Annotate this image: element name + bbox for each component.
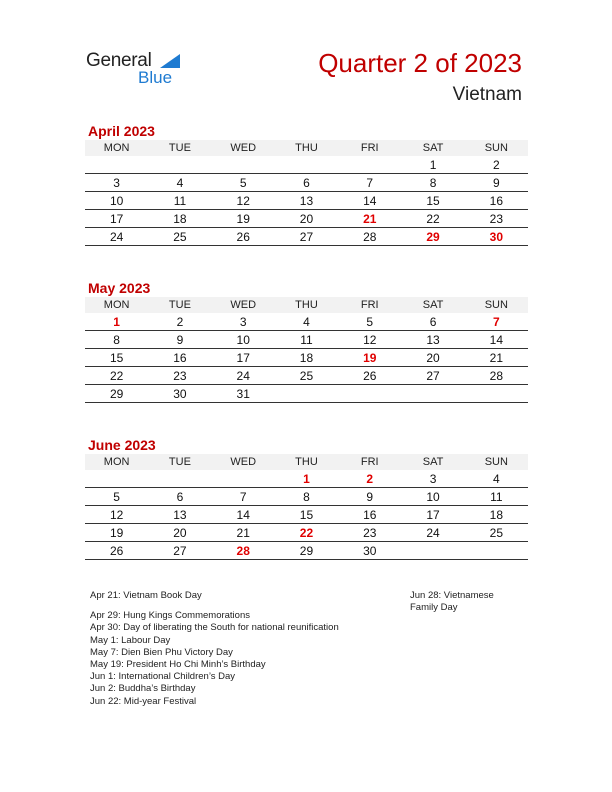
day-cell: 2 bbox=[465, 156, 528, 174]
weekday-header: SUN bbox=[465, 297, 528, 313]
holiday-notes bbox=[90, 590, 400, 708]
holiday-note: May 7: Dien Bien Phu Victory Day bbox=[90, 646, 233, 658]
week-row bbox=[85, 488, 528, 506]
day-cell: 2 bbox=[338, 470, 401, 488]
holiday-notes-right bbox=[410, 590, 520, 614]
day-cell: 1 bbox=[85, 313, 148, 331]
day-cell: 18 bbox=[465, 506, 528, 524]
day-cell: 16 bbox=[338, 506, 401, 524]
week-row bbox=[85, 192, 528, 210]
week-row bbox=[85, 542, 528, 560]
day-cell: 27 bbox=[401, 367, 464, 385]
day-cell: 21 bbox=[212, 524, 275, 542]
day-cell: 18 bbox=[148, 210, 211, 228]
day-cell: 7 bbox=[212, 488, 275, 506]
empty-day-cell bbox=[275, 156, 338, 174]
day-cell: 14 bbox=[212, 506, 275, 524]
week-row bbox=[85, 331, 528, 349]
day-cell: 13 bbox=[401, 331, 464, 349]
day-cell: 3 bbox=[401, 470, 464, 488]
weekday-header: SAT bbox=[401, 140, 464, 156]
day-cell: 31 bbox=[212, 385, 275, 403]
day-cell: 22 bbox=[401, 210, 464, 228]
day-cell: 15 bbox=[85, 349, 148, 367]
empty-day-cell bbox=[212, 470, 275, 488]
day-cell: 8 bbox=[401, 174, 464, 192]
weekday-header: WED bbox=[212, 297, 275, 313]
calendar-grid bbox=[85, 297, 528, 403]
day-cell: 24 bbox=[401, 524, 464, 542]
day-cell: 15 bbox=[401, 192, 464, 210]
day-cell: 17 bbox=[85, 210, 148, 228]
day-cell: 20 bbox=[148, 524, 211, 542]
week-row bbox=[85, 506, 528, 524]
weekday-header: SAT bbox=[401, 454, 464, 470]
day-cell: 25 bbox=[275, 367, 338, 385]
day-cell: 12 bbox=[85, 506, 148, 524]
week-row bbox=[85, 156, 528, 174]
weekday-header: TUE bbox=[148, 140, 211, 156]
weekday-header-row bbox=[85, 454, 528, 470]
empty-day-cell bbox=[465, 542, 528, 560]
month-title: May 2023 bbox=[88, 280, 151, 296]
day-cell: 29 bbox=[401, 228, 464, 246]
day-cell: 17 bbox=[212, 349, 275, 367]
logo bbox=[86, 50, 196, 90]
day-cell: 24 bbox=[212, 367, 275, 385]
weekday-header: THU bbox=[275, 297, 338, 313]
calendar-grid bbox=[85, 140, 528, 246]
day-cell: 19 bbox=[85, 524, 148, 542]
holiday-note: Family Day bbox=[410, 602, 458, 614]
week-row bbox=[85, 313, 528, 331]
weekday-header: SUN bbox=[465, 454, 528, 470]
logo-general-text: General bbox=[86, 50, 152, 71]
holiday-note: Jun 22: Mid-year Festival bbox=[90, 695, 197, 707]
month-may bbox=[85, 279, 528, 403]
day-cell: 14 bbox=[338, 192, 401, 210]
day-cell: 24 bbox=[85, 228, 148, 246]
day-cell: 21 bbox=[338, 210, 401, 228]
empty-day-cell bbox=[85, 470, 148, 488]
day-cell: 10 bbox=[85, 192, 148, 210]
weekday-header: MON bbox=[85, 454, 148, 470]
day-cell: 22 bbox=[275, 524, 338, 542]
day-cell: 14 bbox=[465, 331, 528, 349]
day-cell: 21 bbox=[465, 349, 528, 367]
day-cell: 22 bbox=[85, 367, 148, 385]
weekday-header: THU bbox=[275, 140, 338, 156]
weekday-header: FRI bbox=[338, 297, 401, 313]
day-cell: 18 bbox=[275, 349, 338, 367]
notes-gap bbox=[90, 602, 400, 610]
empty-day-cell bbox=[465, 385, 528, 403]
weekday-header: WED bbox=[212, 140, 275, 156]
day-cell: 30 bbox=[465, 228, 528, 246]
day-cell: 5 bbox=[338, 313, 401, 331]
day-cell: 19 bbox=[338, 349, 401, 367]
week-row bbox=[85, 470, 528, 488]
empty-day-cell bbox=[275, 385, 338, 403]
day-cell: 13 bbox=[275, 192, 338, 210]
weekday-header: THU bbox=[275, 454, 338, 470]
month-title: April 2023 bbox=[88, 123, 155, 139]
month-june bbox=[85, 436, 528, 560]
holiday-note: May 1: Labour Day bbox=[90, 634, 171, 646]
week-row bbox=[85, 385, 528, 403]
day-cell: 28 bbox=[465, 367, 528, 385]
day-cell: 25 bbox=[465, 524, 528, 542]
day-cell: 28 bbox=[338, 228, 401, 246]
day-cell: 30 bbox=[148, 385, 211, 403]
weekday-header: FRI bbox=[338, 454, 401, 470]
day-cell: 1 bbox=[401, 156, 464, 174]
empty-day-cell bbox=[85, 156, 148, 174]
week-row bbox=[85, 524, 528, 542]
day-cell: 26 bbox=[338, 367, 401, 385]
day-cell: 12 bbox=[338, 331, 401, 349]
logo-triangle-icon bbox=[160, 54, 180, 68]
day-cell: 12 bbox=[212, 192, 275, 210]
empty-day-cell bbox=[338, 156, 401, 174]
day-cell: 27 bbox=[275, 228, 338, 246]
day-cell: 1 bbox=[275, 470, 338, 488]
day-cell: 27 bbox=[148, 542, 211, 560]
day-cell: 23 bbox=[465, 210, 528, 228]
week-row bbox=[85, 367, 528, 385]
day-cell: 11 bbox=[275, 331, 338, 349]
week-row bbox=[85, 349, 528, 367]
day-cell: 16 bbox=[148, 349, 211, 367]
day-cell: 10 bbox=[212, 331, 275, 349]
empty-day-cell bbox=[401, 385, 464, 403]
holiday-note: Apr 29: Hung Kings Commemorations bbox=[90, 610, 250, 622]
day-cell: 17 bbox=[401, 506, 464, 524]
holiday-note: Apr 21: Vietnam Book Day bbox=[90, 590, 202, 601]
day-cell: 9 bbox=[465, 174, 528, 192]
holiday-note: Jun 1: International Children’s Day bbox=[90, 671, 236, 683]
weekday-header-row bbox=[85, 297, 528, 313]
empty-day-cell bbox=[338, 385, 401, 403]
day-cell: 25 bbox=[148, 228, 211, 246]
day-cell: 23 bbox=[148, 367, 211, 385]
day-cell: 4 bbox=[148, 174, 211, 192]
day-cell: 5 bbox=[85, 488, 148, 506]
day-cell: 13 bbox=[148, 506, 211, 524]
week-row bbox=[85, 228, 528, 246]
country-name: Vietnam bbox=[452, 84, 522, 105]
day-cell: 7 bbox=[338, 174, 401, 192]
day-cell: 9 bbox=[338, 488, 401, 506]
day-cell: 11 bbox=[465, 488, 528, 506]
page-title: Quarter 2 of 2023 bbox=[318, 48, 522, 78]
day-cell: 6 bbox=[275, 174, 338, 192]
weekday-header: SAT bbox=[401, 297, 464, 313]
day-cell: 26 bbox=[212, 228, 275, 246]
empty-day-cell bbox=[148, 156, 211, 174]
holiday-note: Apr 30: Day of liberating the South for national reunification bbox=[90, 622, 339, 634]
weekday-header: WED bbox=[212, 454, 275, 470]
day-cell: 8 bbox=[275, 488, 338, 506]
day-cell: 10 bbox=[401, 488, 464, 506]
day-cell: 28 bbox=[212, 542, 275, 560]
day-cell: 15 bbox=[275, 506, 338, 524]
weekday-header-row bbox=[85, 140, 528, 156]
month-april bbox=[85, 122, 528, 246]
empty-day-cell bbox=[148, 470, 211, 488]
empty-day-cell bbox=[212, 156, 275, 174]
day-cell: 30 bbox=[338, 542, 401, 560]
day-cell: 6 bbox=[148, 488, 211, 506]
day-cell: 4 bbox=[465, 470, 528, 488]
day-cell: 11 bbox=[148, 192, 211, 210]
week-row bbox=[85, 210, 528, 228]
month-title: June 2023 bbox=[88, 437, 156, 453]
logo-blue-text: Blue bbox=[138, 68, 173, 87]
day-cell: 3 bbox=[85, 174, 148, 192]
day-cell: 8 bbox=[85, 331, 148, 349]
day-cell: 29 bbox=[85, 385, 148, 403]
holiday-note: May 19: President Ho Chi Minh’s Birthday bbox=[90, 659, 266, 671]
day-cell: 3 bbox=[212, 313, 275, 331]
holiday-note: Jun 2: Buddha’s Birthday bbox=[90, 683, 196, 695]
day-cell: 5 bbox=[212, 174, 275, 192]
day-cell: 16 bbox=[465, 192, 528, 210]
day-cell: 20 bbox=[401, 349, 464, 367]
day-cell: 9 bbox=[148, 331, 211, 349]
week-row bbox=[85, 174, 528, 192]
day-cell: 2 bbox=[148, 313, 211, 331]
day-cell: 7 bbox=[465, 313, 528, 331]
weekday-header: TUE bbox=[148, 454, 211, 470]
calendar-grid bbox=[85, 454, 528, 560]
weekday-header: TUE bbox=[148, 297, 211, 313]
weekday-header: MON bbox=[85, 297, 148, 313]
day-cell: 19 bbox=[212, 210, 275, 228]
day-cell: 23 bbox=[338, 524, 401, 542]
day-cell: 26 bbox=[85, 542, 148, 560]
day-cell: 4 bbox=[275, 313, 338, 331]
day-cell: 20 bbox=[275, 210, 338, 228]
day-cell: 6 bbox=[401, 313, 464, 331]
day-cell: 29 bbox=[275, 542, 338, 560]
weekday-header: FRI bbox=[338, 140, 401, 156]
empty-day-cell bbox=[401, 542, 464, 560]
weekday-header: MON bbox=[85, 140, 148, 156]
holiday-note: Jun 28: Vietnamese bbox=[410, 590, 494, 601]
weekday-header: SUN bbox=[465, 140, 528, 156]
